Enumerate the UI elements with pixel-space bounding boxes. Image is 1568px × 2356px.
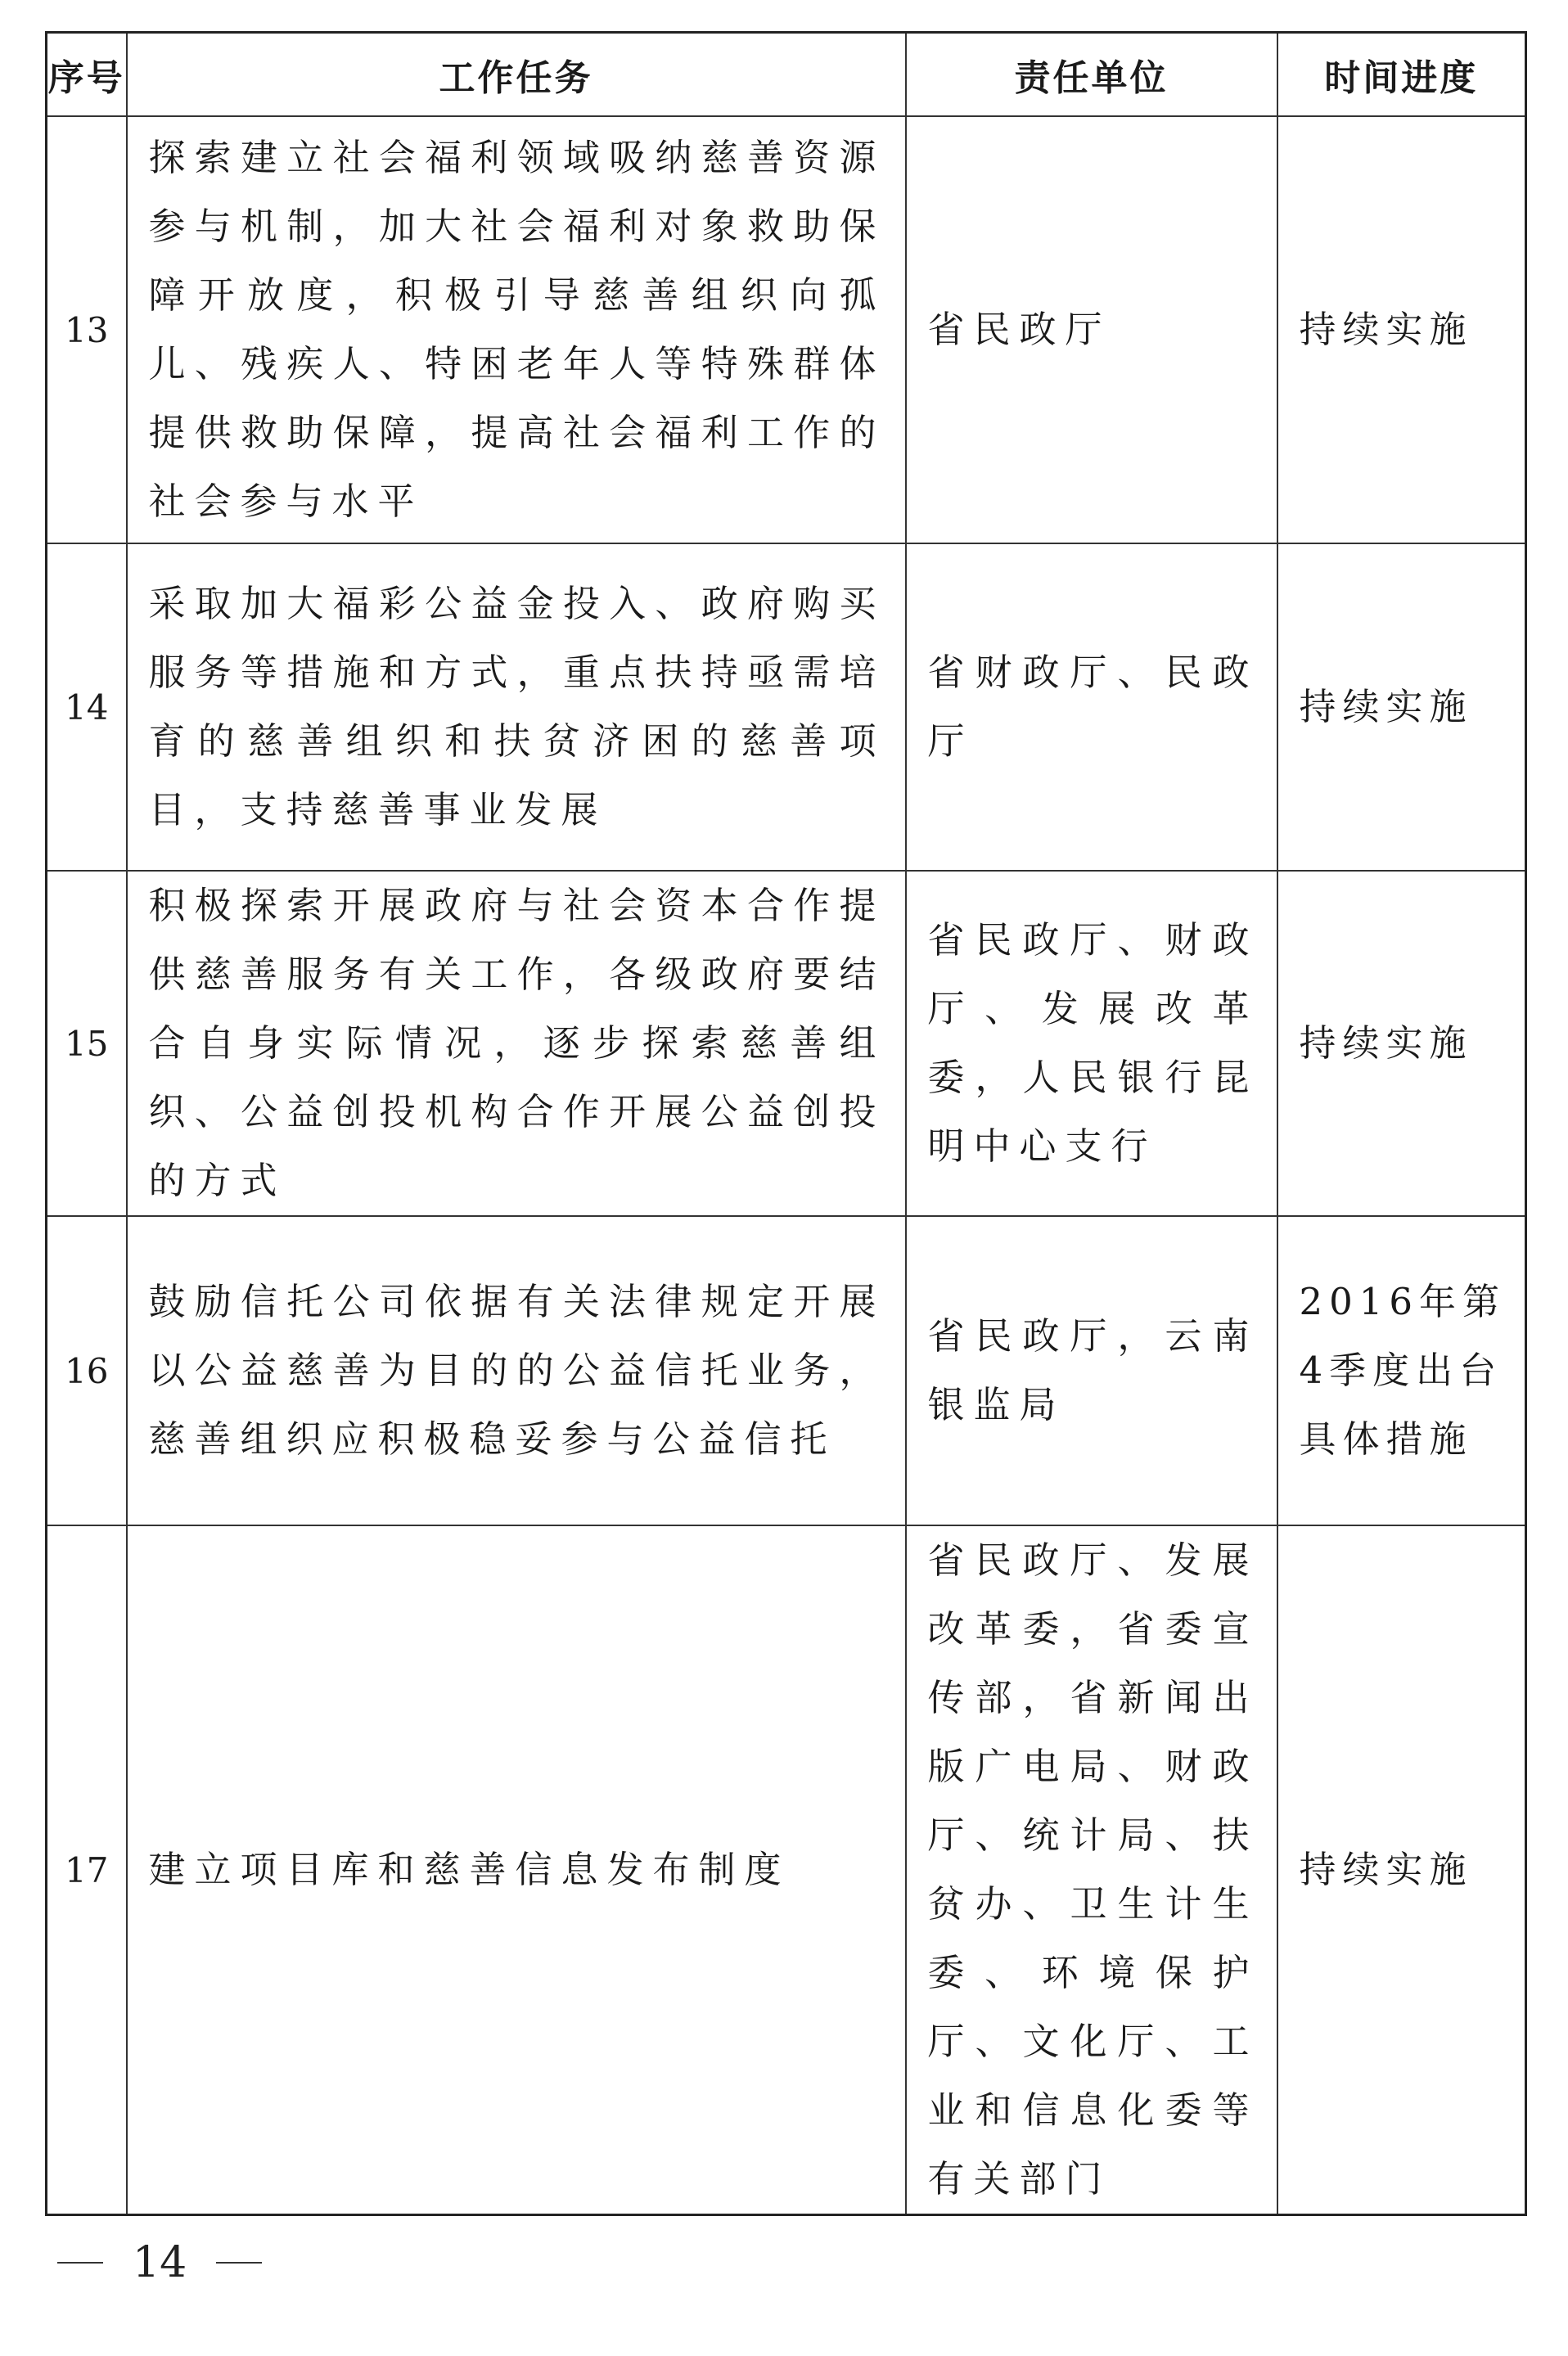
page-number: 14 — [133, 2238, 187, 2287]
table-row — [47, 543, 1526, 871]
table-row — [47, 871, 1526, 1216]
table-row — [47, 116, 1526, 543]
row-task: 积极探索开展政府与社会资本合作提供慈善服务有关工作，各级政府要结合自身实际情况，逐步探索慈善组织、公益创投机构合作开展公益创投的方式 — [127, 871, 906, 1216]
row-number: 15 — [47, 871, 127, 1216]
row-unit: 省民政厅、财政厅、发展改革委，人民银行昆明中心支行 — [906, 871, 1277, 1216]
row-task: 采取加大福彩公益金投入、政府购买服务等措施和方式，重点扶持亟需培育的慈善组织和扶贫济困的慈善项目，支持慈善事业发展 — [127, 543, 906, 871]
row-number: 14 — [47, 543, 127, 871]
header-task: 工作任务 — [127, 33, 906, 117]
row-task: 鼓励信托公司依据有关法律规定开展以公益慈善为目的的公益信托业务，慈善组织应积极稳妥参与公益信托 — [127, 1216, 906, 1525]
row-time: 持续实施 — [1277, 1525, 1526, 2215]
row-number: 17 — [47, 1525, 127, 2215]
row-unit: 省民政厅 — [906, 116, 1277, 543]
header-unit: 责任单位 — [906, 33, 1277, 117]
row-number: 13 — [47, 116, 127, 543]
task-table — [45, 31, 1527, 2216]
header-no: 序号 — [47, 33, 127, 117]
footer-dash-right — [216, 2262, 262, 2264]
row-unit: 省民政厅、发展改革委，省委宣传部，省新闻出版广电局、财政厅、统计局、扶贫办、卫生计生委、环境保护厅、文化厅、工业和信息化委等有关部门 — [906, 1525, 1277, 2215]
table-row — [47, 1216, 1526, 1525]
row-task: 建立项目库和慈善信息发布制度 — [127, 1525, 906, 2215]
row-time: 持续实施 — [1277, 871, 1526, 1216]
row-unit: 省财政厅、民政厅 — [906, 543, 1277, 871]
row-time: 2016年第4季度出台具体措施 — [1277, 1216, 1526, 1525]
table-header-row — [47, 33, 1526, 117]
row-number: 16 — [47, 1216, 127, 1525]
table-row — [47, 1525, 1526, 2215]
footer-dash-left — [57, 2262, 103, 2264]
page-footer — [57, 2238, 262, 2287]
row-time: 持续实施 — [1277, 116, 1526, 543]
row-unit: 省民政厅，云南银监局 — [906, 1216, 1277, 1525]
row-task: 探索建立社会福利领域吸纳慈善资源参与机制，加大社会福利对象救助保障开放度，积极引导慈善组织向孤儿、残疾人、特困老年人等特殊群体提供救助保障，提高社会福利工作的社会参与水平 — [127, 116, 906, 543]
row-time: 持续实施 — [1277, 543, 1526, 871]
header-time: 时间进度 — [1277, 33, 1526, 117]
